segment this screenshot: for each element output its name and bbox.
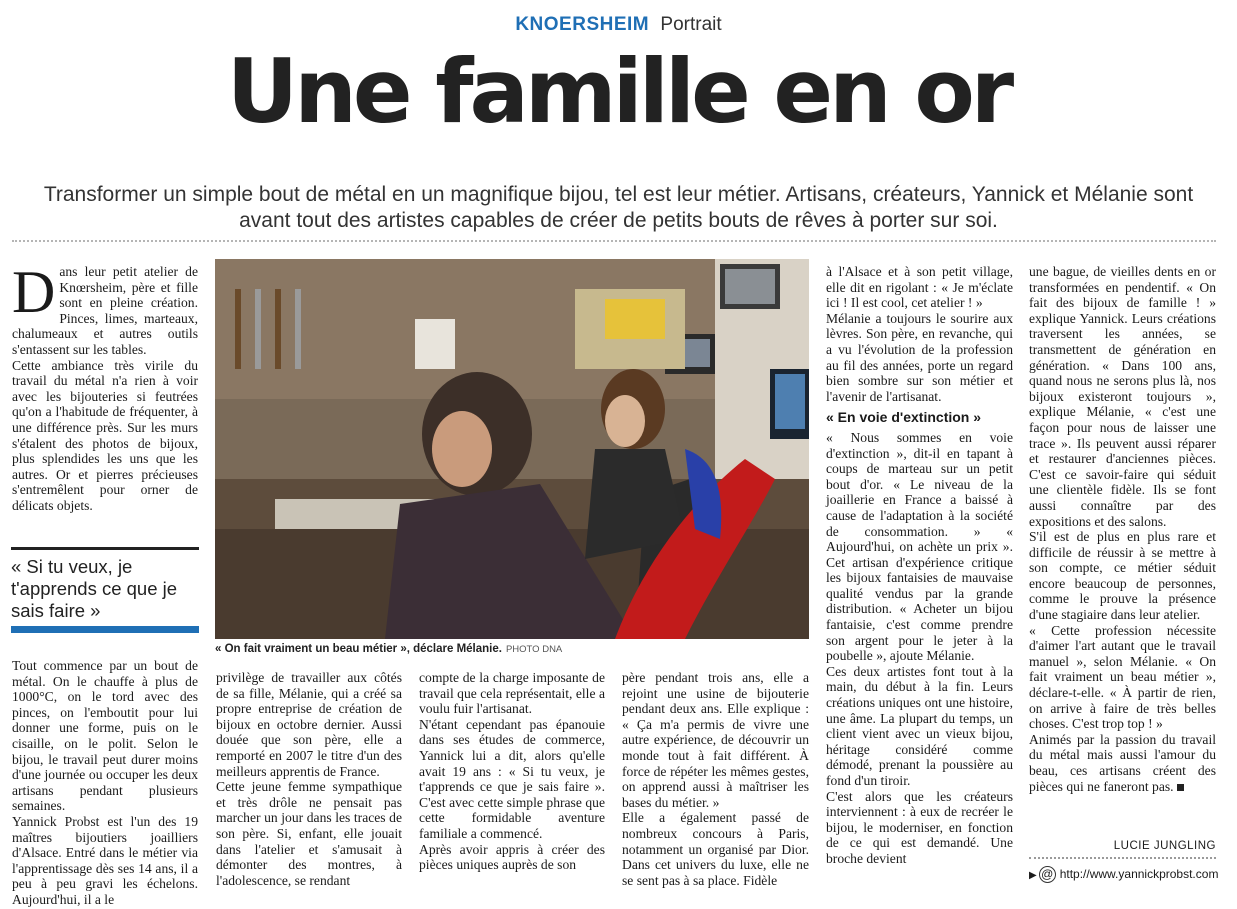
article-column-6: [1029, 264, 1216, 794]
column-5-paragraph-2: Mélanie a toujours le sourire aux lèvres. Son père, en revanche, qui a vu l'évolution de la profession au fil des années, porte un regard bien sombre sur son métier et l'avenir de l'artisanat.: [826, 310, 1013, 404]
column-3-paragraph-3: Après avoir appris à créer des pièces uniques auprès de son: [419, 841, 605, 873]
intro-text: ans leur petit atelier de Knœrsheim, père et fille sont en pleine création. Pinces, limes, marteaux, chalumeaux et autres outils s'entassent sur les tables.: [12, 264, 198, 357]
column-4-paragraph-2: Elle a également passé de nombreux concours à Paris, notamment un organisé par Dior. Dans cet univers du luxe, elle ne se sent pas à sa place. Fidèle: [622, 810, 809, 888]
column-2-paragraph-2: Cette jeune femme sympathique et très drôle ne pensait pas marcher un jour dans les traces de son père. Si, enfant, elle jouait dans l'atelier et s'amusait à démonter des montres, à l'adolescence, se rendant: [216, 779, 402, 888]
article-column-4: [622, 670, 809, 888]
photo-credit: PHOTO DNA: [505, 644, 563, 655]
column-6-paragraph-3: « Cette profession nécessite d'aimer l'art autant que le travail manuel », selon Mélanie. « On fait vraiment un beau métier », déclare-t-elle. « À partir de rien, on arrive à faire de très belles choses. C'est trop top ! »: [1029, 622, 1216, 732]
column-2-paragraph-1: privilège de travailler aux côtés de sa fille, Mélanie, qui a créé sa propre entreprise de création de bijoux en octobre dernier. Aussi douée que son père, elle a remporté en 2007 le titre d'un des meilleurs apprentis de France.: [216, 670, 402, 779]
section-subhead: « En voie d'extinction »: [826, 409, 982, 426]
at-sign-icon: @: [1039, 866, 1056, 883]
column-3-paragraph-1: compte de la charge imposante de travail que cela représentait, elle a voulu fuir l'artisanat.: [419, 670, 605, 717]
website-block: [1029, 866, 1219, 884]
column-1-paragraph-1: Tout commence par un bout de métal. On le chauffe à plus de 1000°C, on le tord avec des pinces, on l'emboutit pour lui donner une forme, puis on le cisaille, on le polit. Selon le bijou, le travail peut durer moins d'une journée ou occuper les deux artisans pendant plusieurs semaines.: [12, 658, 198, 814]
column-5-paragraph-5: C'est alors que les créateurs interviennent : à eux de recréer le bijou, le moderniser, en fonction de ce qui est demandé. Une broche devient: [826, 788, 1013, 866]
closing-text: Animés par la passion du travail du métal mais aussi l'amour du beau, ces artisans créent des pièces qui ne faneront pas.: [1029, 731, 1216, 794]
rubric: [0, 14, 1237, 36]
website-link[interactable]: http://www.yannickprobst.com: [1059, 867, 1219, 881]
caption-text: « On fait vraiment un beau métier », déclare Mélanie.: [215, 643, 502, 655]
article-column-3: [419, 670, 605, 873]
column-4-paragraph-1: père pendant trois ans, elle a rejoint une usine de bijouterie pendant deux ans. Elle explique : « Ça m'a permis de vivre une autre expérience, de découvrir un monde tout à fait différent. À force de répéter les mêmes gestes, on apprend aussi à maîtriser les bases du métier. »: [622, 670, 809, 810]
column-5-paragraph-4: Ces deux artistes font tout à la main, du début à la fin. Leurs créations uniques ont une histoire, une âme. La plupart du temps, un client vient avec un vieux bijou, héritage considéré comme démodé, prenant la poussière au fond d'un tiroir.: [826, 663, 1013, 788]
rubric-kind: Portrait: [660, 14, 722, 35]
end-mark-icon: [1177, 784, 1184, 791]
lead-paragraph: Transformer un simple bout de métal en un magnifique bijou, tel est leur métier. Artisans, créateurs, Yannick et Mélanie sont avant tout des artistes capables de créer de petits bouts de rêves à porter sur soi.: [43, 183, 1194, 232]
headline: Une famille en or: [226, 40, 1011, 143]
photo-caption: [215, 643, 809, 655]
drop-cap: D: [12, 259, 56, 325]
pull-quote-text: « Si tu veux, je t'apprends ce que je sais faire »: [11, 556, 178, 621]
column-3-paragraph-2: N'étant cependant pas épanouie dans ses études de commerce, Yannick lui a dit, alors qu'elle avait 19 ans : « Si tu veux, je t'apprends ce que je sais faire ». C'est avec cette simple phrase que cette formidable aventure familiale a commencé.: [419, 716, 605, 841]
article-column-1: [12, 658, 198, 908]
article-column-2: [216, 670, 402, 888]
intro-paragraph-2: Cette ambiance très virile du travail du métal n'a rien à voir avec les bijouteries si feutrées qu'on a l'habitude de fréquenter, à une différence près. Sur les murs s'étalent des photos de bijoux, plus splendides les uns que les autres. Or et pierres précieuses s'entremêlent pour orner de délicats objets.: [12, 357, 198, 513]
column-6-paragraph-4: [1029, 732, 1216, 794]
author-signature: LUCIE JUNGLING: [1113, 840, 1216, 852]
rubric-place: KNOERSHEIM: [515, 14, 650, 35]
header-divider: [12, 240, 1216, 242]
web-divider: [1029, 857, 1216, 859]
intro-column: [12, 259, 198, 514]
column-1-paragraph-2: Yannick Probst est l'un des 19 maîtres bijoutiers joailliers d'Alsace. Entré dans le métier via l'apprentissage dès ses 14 ans, il a peu à peu gravi les échelons. Aujourd'hui, il a le: [12, 813, 198, 907]
article-column-5: [826, 264, 1013, 867]
arrow-icon: ▶: [1029, 870, 1037, 881]
intro-paragraph-1: [12, 259, 198, 358]
column-6-paragraph-1: une bague, de vieilles dents en or transformées en pendentif. « On fait des bijoux de famille ! » explique Yannick. Leurs créations traversent les années, se transmettent de génération en génération. « Dans 100 ans, quand nous ne serons plus là, nos bijoux existeront toujours », explique Mélanie, « c'est une façon pour nous de laisser une trace ». Ils peuvent aussi réparer et restaurer d'anciennes pièces. C'est ce savoir-faire qui séduit une clientèle fidèle. Ils se font aussi connaître par des expositions et des salons.: [1029, 264, 1216, 529]
pull-quote: [11, 547, 199, 633]
column-5-paragraph-1: à l'Alsace et à son petit village, elle dit en rigolant : « Je m'éclate ici ! Il est cool, cet atelier ! »: [826, 264, 1013, 311]
pull-quote-accent-bar: [11, 626, 199, 633]
workshop-photo: [215, 259, 809, 639]
column-6-paragraph-2: S'il est de plus en plus rare et difficile de réussir à se mettre à son compte, ce métier séduit encore beaucoup de personnes, comme le prouve la présence d'une stagiaire dans leur atelier.: [1029, 529, 1216, 623]
column-5-paragraph-3: « Nous sommes en voie d'extinction », dit-il en tapant à coups de marteau sur un petit bout d'or. « Le niveau de la joaillerie en France a baissé à cause de l'adaptation à la société de consommation. » « Aujourd'hui, on achète un prix ». Cet artisan d'expérience critique les bijoux fantaisies de mauvaise qualité vendus par la grande distribution. « Acheter un bijou fantaisie, c'est comme prendre son argent pour le jeter à la poubelle », ajoute Mélanie.: [826, 429, 1013, 664]
